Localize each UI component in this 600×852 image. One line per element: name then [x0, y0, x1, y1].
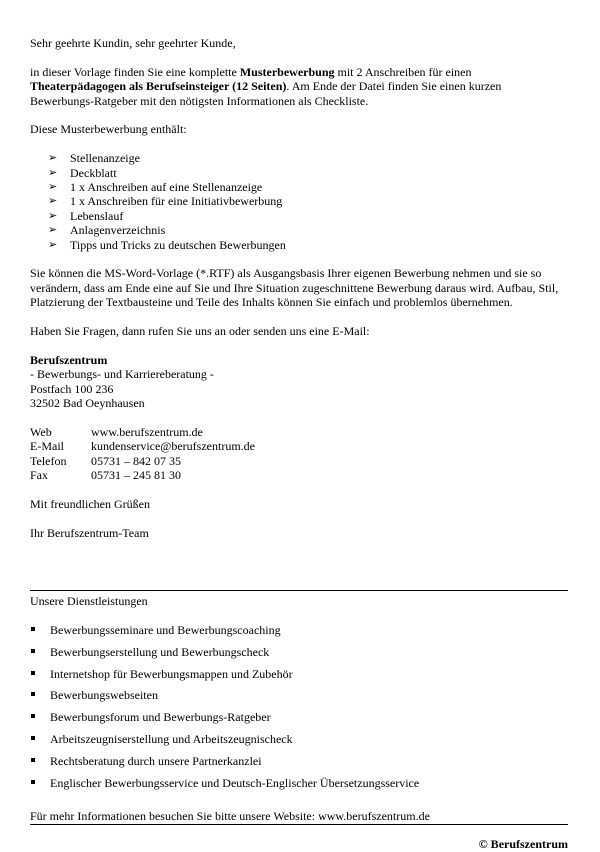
web-link[interactable]: www.berufszentrum.de [91, 424, 203, 439]
contact-row-email [30, 439, 255, 453]
closing: Mit freundlichen Grüßen [30, 496, 150, 511]
square-bullet-icon [31, 714, 35, 718]
services-heading: Unsere Dienstleistungen [30, 594, 148, 608]
square-bullet-icon [31, 736, 35, 740]
list-item-text: Anlagenverzeichnis [70, 223, 166, 238]
email-link[interactable]: kundenservice@berufszentrum.de [91, 439, 255, 454]
list-item [30, 623, 568, 645]
service-text: Englischer Bewerbungsservice und Deutsch-Englischer Übersetzungsservice [50, 775, 420, 790]
contact-row-fax [30, 468, 255, 482]
list-item [30, 710, 568, 732]
list-item-text: Stellenanzeige [70, 151, 140, 166]
square-bullet-icon [31, 649, 35, 653]
company-name-text: Berufszentrum [30, 352, 108, 367]
list-item-text: Tipps und Tricks zu deutschen Bewerbungen [70, 237, 286, 252]
service-text: Arbeitszeugniserstellung und Arbeitszeugnischeck [50, 731, 293, 746]
arrow-bullet-icon: ➢ [48, 181, 58, 194]
signature: Ihr Berufszentrum-Team [30, 525, 149, 540]
list-item [30, 732, 568, 754]
list-item [48, 238, 568, 252]
intro-text-1: in dieser Vorlage finden Sie eine komplette [30, 64, 240, 79]
service-text: Bewerbungsforum und Bewerbungs-Ratgeber [50, 710, 271, 725]
intro-bold-musterbewerbung: Musterbewerbung [239, 64, 335, 79]
square-bullet-icon [31, 671, 35, 675]
fax-value: 05731 – 245 81 30 [91, 468, 181, 483]
service-text: Bewerbungserstellung und Bewerbungscheck [50, 644, 270, 659]
contact-row-web [30, 425, 255, 439]
list-item [30, 667, 568, 689]
arrow-bullet-icon: ➢ [48, 209, 58, 222]
divider [30, 824, 568, 825]
contents-heading: Diese Musterbewerbung enthält: [30, 122, 187, 137]
contact-label: E-Mail [30, 439, 64, 454]
arrow-bullet-icon: ➢ [48, 152, 58, 165]
intro-text-2: mit 2 Anschreiben für einen [334, 64, 472, 79]
company-name [30, 353, 568, 367]
intro-text-3: . Am Ende der Datei finden Sie einen kurzen Bewerbungs-Ratgeber mit den nötigsten Informationen als Checkliste. [30, 79, 502, 108]
contact-label: Telefon [30, 453, 67, 468]
letter-body [30, 36, 568, 540]
services-section [30, 590, 568, 797]
greeting: Sehr geehrte Kundin, sehr geehrter Kunde, [30, 36, 236, 50]
service-text: Rechtsberatung durch unsere Partnerkanzlei [50, 753, 262, 768]
list-item [30, 688, 568, 710]
service-text: Bewerbungsseminare und Bewerbungscoaching [50, 623, 281, 637]
list-item [48, 180, 568, 194]
contents-list [30, 151, 568, 252]
arrow-bullet-icon: ➢ [48, 224, 58, 237]
arrow-bullet-icon: ➢ [48, 195, 58, 208]
service-text: Bewerbungswebseiten [50, 688, 158, 703]
questions-paragraph: Haben Sie Fragen, dann rufen Sie uns an oder senden uns eine E-Mail: [30, 324, 370, 339]
usage-paragraph: Sie können die MS-Word-Vorlage (*.RTF) als Ausgangsbasis Ihrer eigenen Bewerbung nehmen und sie so verändern, dass am Ende eine auf Sie und Ihre Situation zugeschnittene Bewerbung daraus wird. Aufbau, Stil, Platzierung der Textbausteine und Teile des Inhalts können Sie einfach und problemlos übernehmen. [30, 266, 559, 310]
list-item [48, 209, 568, 223]
list-item [48, 194, 568, 208]
list-item-text: Deckblatt [70, 165, 117, 180]
list-item-text: 1 x Anschreiben auf eine Stellenanzeige [70, 180, 263, 195]
arrow-bullet-icon: ➢ [48, 166, 58, 179]
service-text: Internetshop für Bewerbungsmappen und Zubehör [50, 666, 293, 681]
list-item [48, 151, 568, 165]
square-bullet-icon [31, 627, 35, 631]
list-item-text: 1 x Anschreiben für eine Initiativbewerbung [70, 194, 283, 209]
city: 32502 Bad Oeynhausen [30, 396, 145, 411]
services-list [30, 623, 568, 797]
contact-label: Fax [30, 468, 48, 483]
copyright: © Berufszentrum [478, 837, 568, 851]
list-item [30, 645, 568, 667]
list-item [48, 166, 568, 180]
list-item [48, 223, 568, 237]
contact-table [30, 425, 255, 483]
square-bullet-icon [31, 758, 35, 762]
square-bullet-icon [31, 692, 35, 696]
contact-label: Web [30, 424, 52, 439]
website-line: Für mehr Informationen besuchen Sie bitte unsere Website: www.berufszentrum.de [30, 809, 430, 823]
list-item [30, 776, 568, 798]
intro-bold-position: Theaterpädagogen als Berufseinsteiger (12 Seiten) [30, 79, 287, 94]
divider [30, 590, 568, 591]
intro-paragraph [30, 65, 568, 108]
arrow-bullet-icon: ➢ [48, 238, 58, 251]
list-item-text: Lebenslauf [70, 208, 124, 223]
square-bullet-icon [31, 780, 35, 784]
phone-value: 05731 – 842 07 35 [91, 453, 181, 468]
postbox: Postfach 100 236 [30, 381, 114, 396]
company-subtitle: - Bewerbungs- und Karriereberatung - [30, 367, 214, 382]
contact-row-phone [30, 454, 255, 468]
list-item [30, 754, 568, 776]
